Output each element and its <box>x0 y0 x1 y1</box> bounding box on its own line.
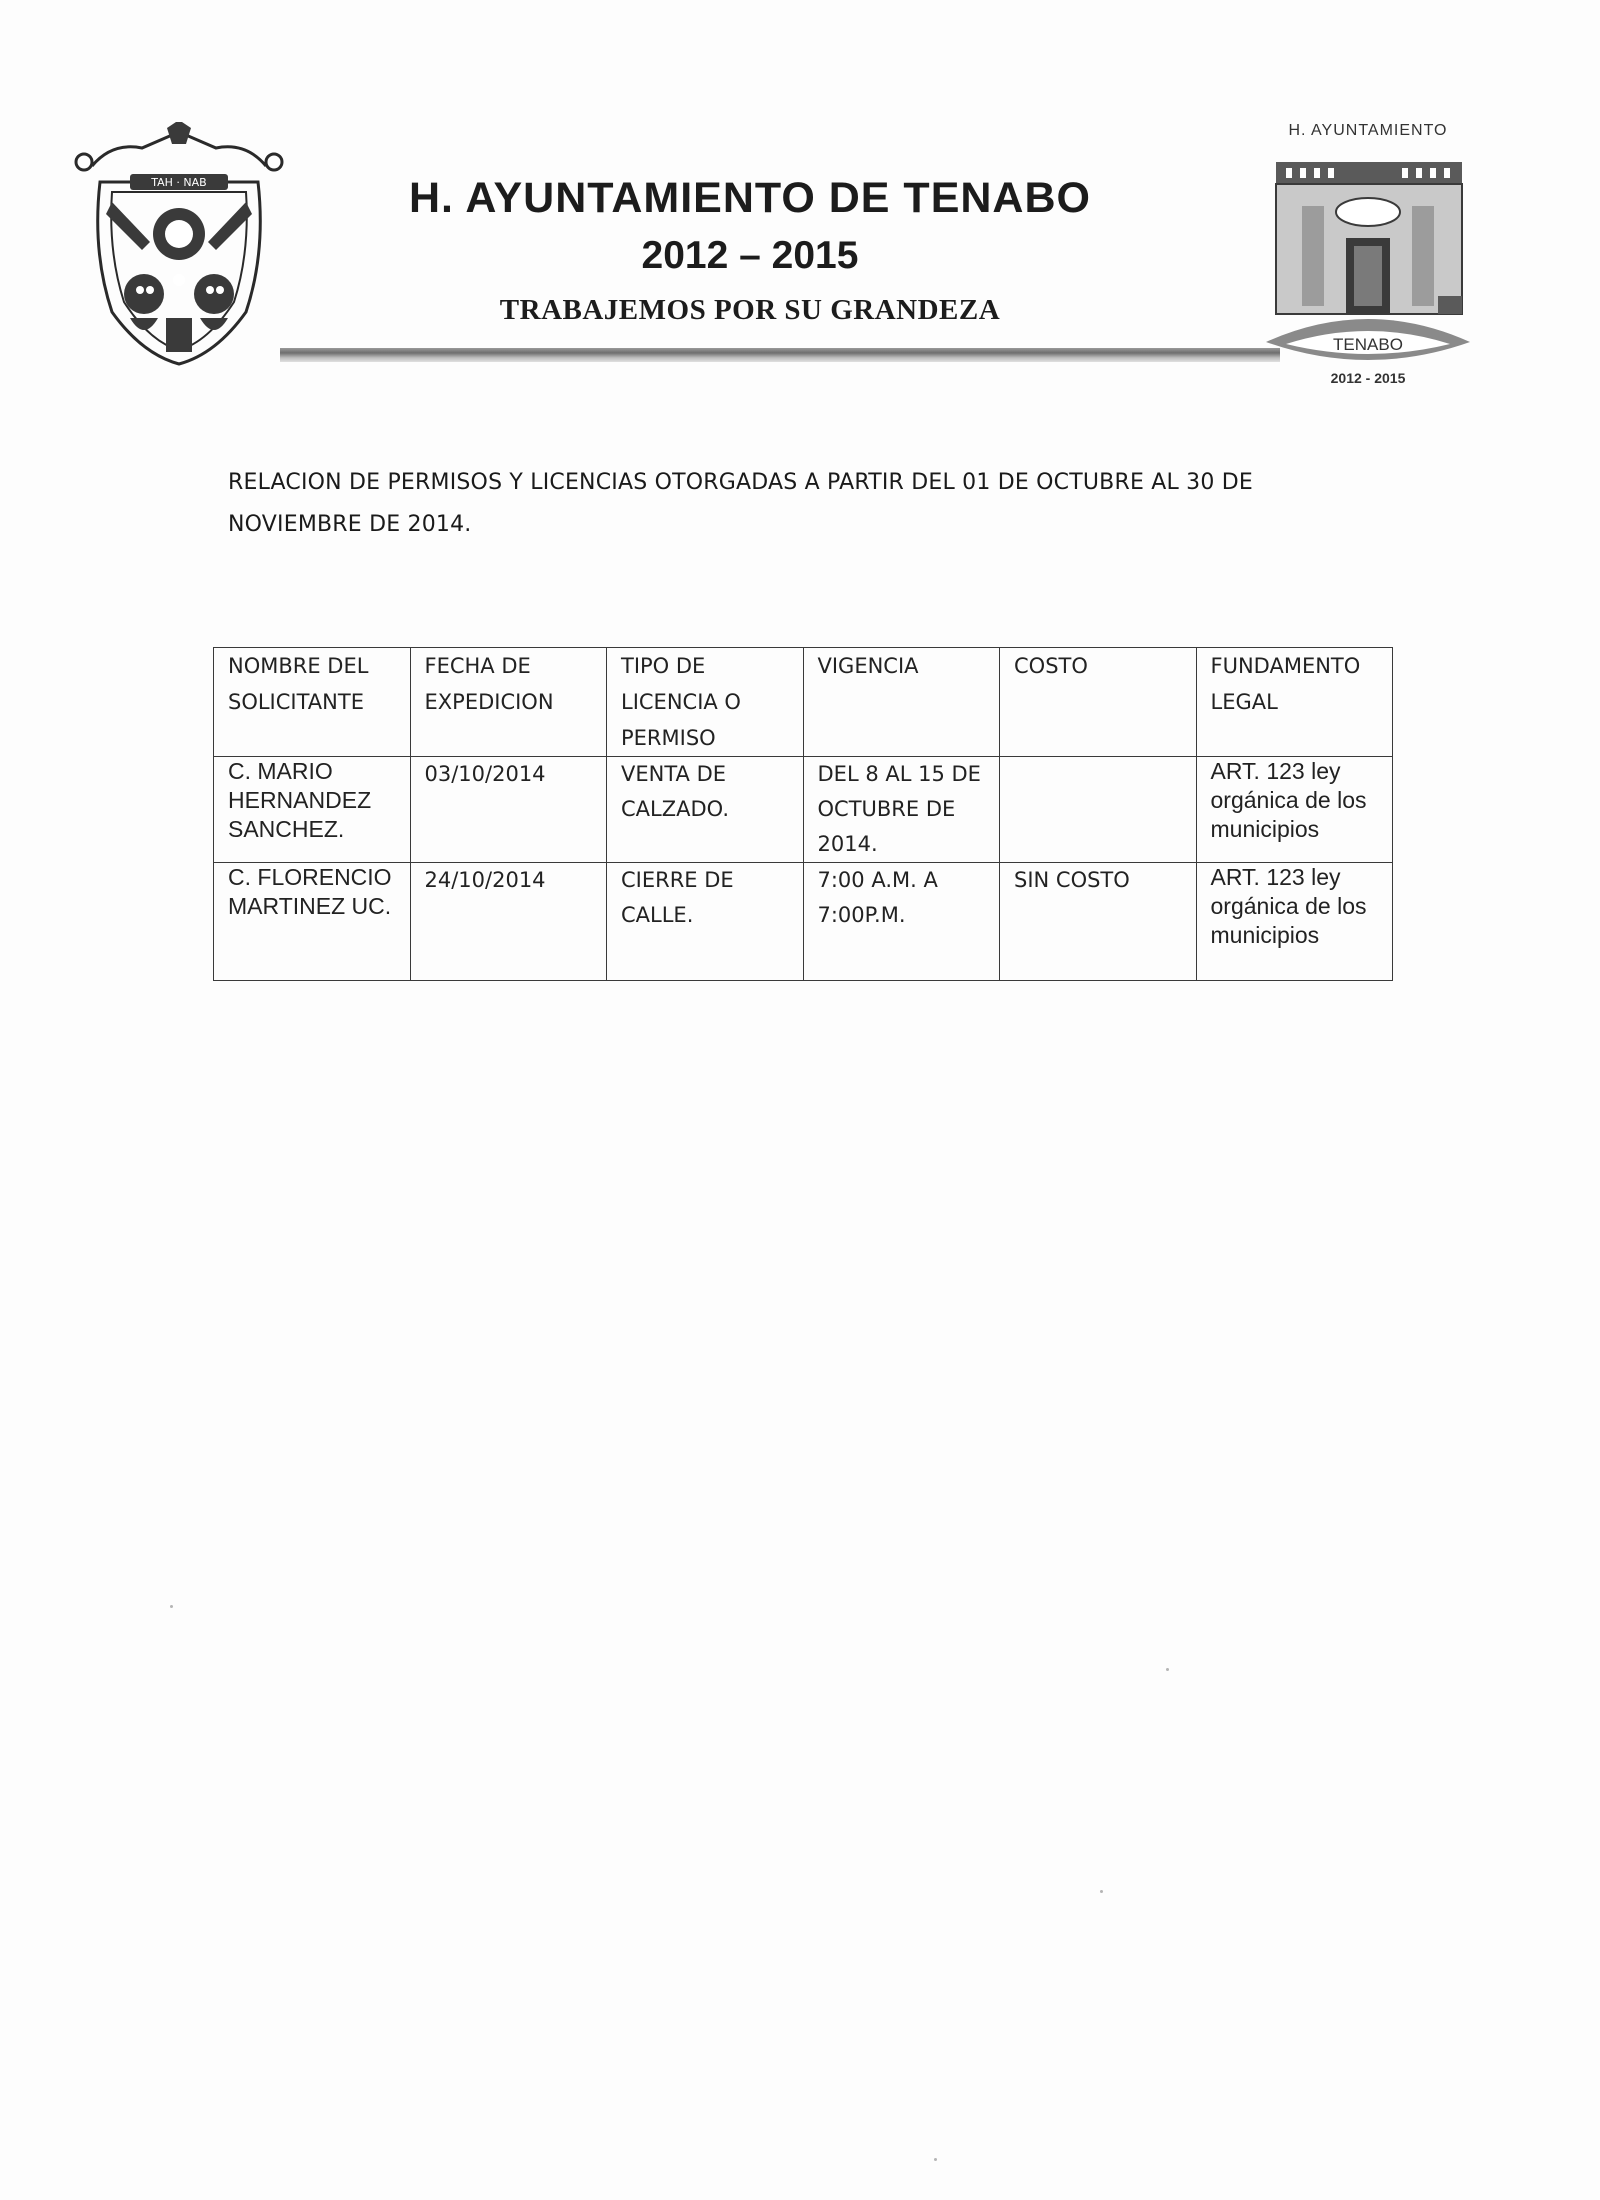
cell-nombre: C. MARIO HERNANDEZ SANCHEZ. <box>214 757 411 863</box>
cell-costo: SIN COSTO <box>1000 863 1197 981</box>
document-subject: RELACION DE PERMISOS Y LICENCIAS OTORGADAS A PARTIR DEL 01 DE OCTUBRE AL 30 DE NOVIEMBRE DE 2014. <box>228 470 1253 537</box>
column-header-fundamento: FUNDAMENTO LEGAL <box>1196 648 1393 757</box>
town-hall-building-icon <box>1262 146 1474 376</box>
cell-nombre: C. FLORENCIO MARTINEZ UC. <box>214 863 411 981</box>
header-text-block <box>330 172 1170 328</box>
cell-vigencia: 7:00 A.M. A 7:00P.M. <box>803 863 1000 981</box>
cell-fecha: 03/10/2014 <box>410 757 607 863</box>
municipal-seal-logo <box>72 122 286 370</box>
cell-tipo: VENTA DE CALZADO. <box>607 757 804 863</box>
permits-table <box>213 647 1393 981</box>
table-row <box>214 863 1393 981</box>
administration-years: 2012 – 2015 <box>641 234 859 277</box>
scan-speck <box>1166 1668 1169 1671</box>
header-divider <box>280 348 1280 362</box>
column-header-fecha: FECHA DE EXPEDICION <box>410 648 607 757</box>
motto: TRABAJEMOS POR SU GRANDEZA <box>499 294 1001 326</box>
column-header-costo: COSTO <box>1000 648 1197 757</box>
table-row <box>214 757 1393 863</box>
logo-top-text: H. AYUNTAMIENTO <box>1288 122 1448 139</box>
cell-fundamento: ART. 123 ley orgánica de los municipios <box>1196 757 1393 863</box>
column-header-nombre: NOMBRE DEL SOLICITANTE <box>214 648 411 757</box>
cell-fundamento: ART. 123 ley orgánica de los municipios <box>1196 863 1393 981</box>
column-header-vigencia: VIGENCIA <box>803 648 1000 757</box>
logo-banner-text: TENABO <box>1333 335 1403 354</box>
scan-speck <box>1100 1890 1103 1893</box>
column-header-tipo: TIPO DE LICENCIA O PERMISO <box>607 648 804 757</box>
logo-years: 2012 - 2015 <box>1330 370 1406 386</box>
scan-speck <box>934 2158 937 2161</box>
page-title: H. AYUNTAMIENTO DE TENABO <box>409 174 1091 222</box>
scan-speck <box>170 1605 173 1608</box>
town-hall-logo <box>1262 122 1474 392</box>
table-header-row <box>214 648 1393 757</box>
cell-tipo: CIERRE DE CALLE. <box>607 863 804 981</box>
cell-vigencia: DEL 8 AL 15 DE OCTUBRE DE 2014. <box>803 757 1000 863</box>
cell-costo <box>1000 757 1197 863</box>
seal-text: TAH · NAB <box>151 176 207 189</box>
cell-fecha: 24/10/2014 <box>410 863 607 981</box>
